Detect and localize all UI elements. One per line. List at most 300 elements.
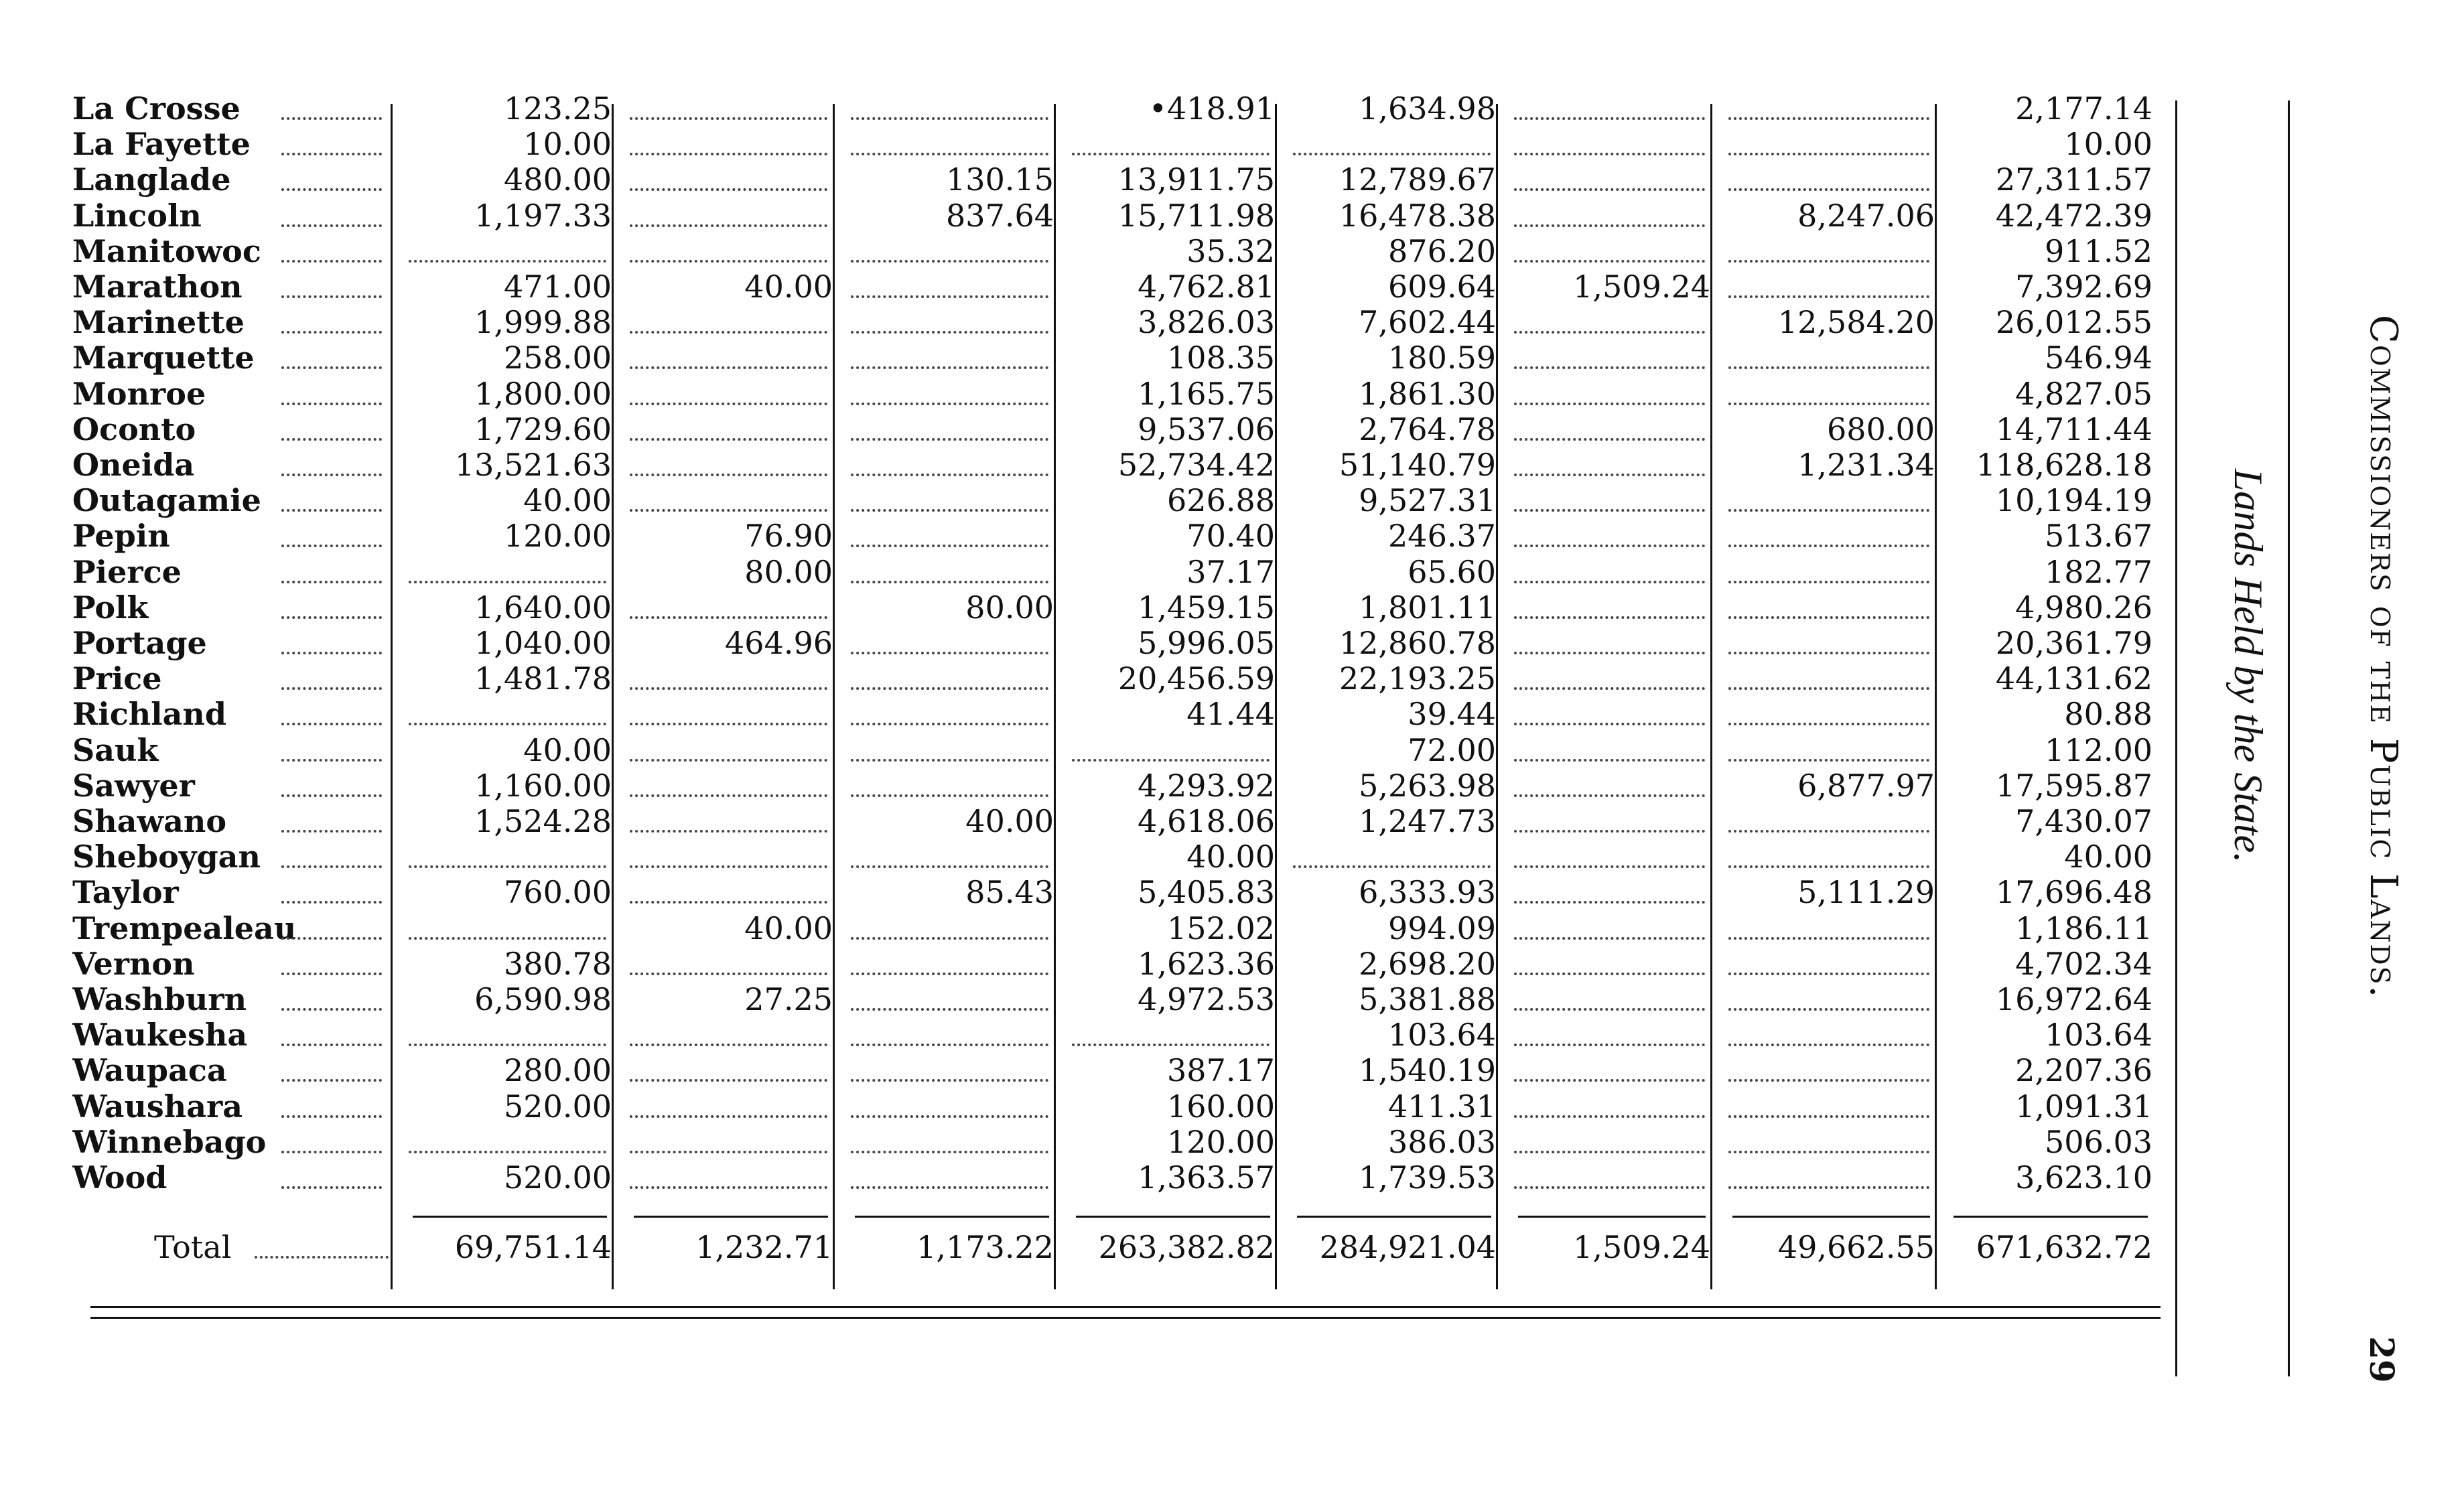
- county-name: Richland: [72, 696, 227, 733]
- table-cell: 10.00: [523, 126, 612, 163]
- table-cell: 1,640.00: [474, 589, 612, 626]
- table-cell: 4,293.92: [1138, 767, 1275, 804]
- name-leader: [281, 153, 382, 155]
- table-cell: 1,729.60: [474, 411, 612, 447]
- total-rule: [634, 1216, 828, 1218]
- table-cell: 1,091.31: [2015, 1088, 2152, 1125]
- name-leader: [281, 438, 382, 441]
- empty-cell-leader: [1514, 260, 1705, 263]
- empty-cell-leader: [1514, 1008, 1705, 1011]
- total-rule: [855, 1216, 1049, 1218]
- table-cell: 280.00: [504, 1052, 612, 1089]
- table-cell: 8,247.06: [1797, 197, 1935, 234]
- table-cell: 387.17: [1167, 1052, 1275, 1089]
- table-cell: 152.02: [1167, 910, 1275, 946]
- county-name: Outagamie: [72, 482, 261, 519]
- column-rule: [1935, 104, 1937, 1289]
- empty-cell-leader: [630, 260, 827, 263]
- total-cell: 284,921.04: [1319, 1229, 1496, 1265]
- table-cell: 506.03: [2045, 1123, 2152, 1160]
- table-cell: 471.00: [504, 269, 612, 305]
- table-cell: 609.64: [1388, 269, 1496, 305]
- table-cell: •418.91: [1148, 90, 1275, 127]
- county-name: Portage: [72, 625, 207, 661]
- table-cell: 7,430.07: [2015, 803, 2152, 839]
- empty-cell-leader: [851, 937, 1048, 940]
- table-cell: 1,861.30: [1359, 375, 1496, 412]
- empty-cell-leader: [1514, 759, 1705, 762]
- empty-cell-leader: [1728, 1115, 1929, 1118]
- table-cell: 51,140.79: [1339, 447, 1496, 483]
- empty-cell-leader: [630, 1151, 827, 1153]
- county-name: Langlade: [72, 161, 231, 198]
- county-name: La Fayette: [72, 126, 251, 163]
- empty-cell-leader: [630, 1079, 827, 1082]
- total-rule: [1297, 1216, 1491, 1218]
- empty-cell-leader: [851, 438, 1048, 441]
- empty-cell-leader: [1728, 581, 1929, 583]
- table-cell: 12,584.20: [1777, 304, 1935, 341]
- name-leader: [281, 759, 382, 762]
- table-cell: 4,827.05: [2015, 375, 2152, 412]
- table-cell: 1,040.00: [474, 625, 612, 661]
- table-cell: 80.00: [965, 589, 1054, 626]
- empty-cell-leader: [1293, 153, 1491, 155]
- name-leader: [281, 509, 382, 512]
- empty-cell-leader: [1514, 545, 1705, 547]
- county-name: Oconto: [72, 411, 196, 447]
- empty-cell-leader: [1514, 474, 1705, 476]
- table-cell: 876.20: [1388, 232, 1496, 269]
- empty-cell-leader: [1072, 153, 1270, 155]
- empty-cell-leader: [851, 260, 1048, 263]
- table-cell: 1,999.88: [474, 304, 612, 341]
- empty-cell-leader: [851, 687, 1048, 690]
- empty-cell-leader: [1728, 652, 1929, 654]
- name-leader: [281, 581, 382, 583]
- column-rule: [833, 104, 835, 1289]
- table-cell: 4,762.81: [1138, 269, 1275, 305]
- total-rule: [1518, 1216, 1706, 1218]
- county-name: Washburn: [72, 981, 247, 1017]
- county-name: Manitowoc: [72, 232, 261, 269]
- running-head: Commissioners of the Public Lands.: [2362, 315, 2405, 999]
- name-leader: [281, 366, 382, 369]
- table-cell: 130.15: [946, 161, 1054, 198]
- county-name: Price: [72, 660, 162, 697]
- empty-cell-leader: [630, 759, 827, 762]
- table-cell: 520.00: [504, 1159, 612, 1196]
- name-leader: [281, 652, 382, 654]
- county-name: Pepin: [72, 518, 170, 555]
- table-cell: 1,363.57: [1138, 1159, 1275, 1196]
- table-cell: 44,131.62: [1995, 660, 2152, 697]
- empty-cell-leader: [1514, 581, 1705, 583]
- table-cell: 180.59: [1388, 340, 1496, 376]
- column-rule: [391, 104, 393, 1289]
- empty-cell-leader: [1514, 153, 1705, 155]
- empty-cell-leader: [409, 865, 606, 868]
- empty-cell-leader: [630, 830, 827, 833]
- empty-cell-leader: [851, 1008, 1048, 1011]
- column-rule: [612, 104, 614, 1289]
- table-cell: 4,980.26: [2015, 589, 2152, 626]
- empty-cell-leader: [409, 723, 606, 725]
- empty-cell-leader: [851, 366, 1048, 369]
- table-cell: 10,194.19: [1995, 482, 2152, 519]
- empty-cell-leader: [1514, 366, 1705, 369]
- table-cell: 40.00: [1186, 839, 1275, 875]
- empty-cell-leader: [630, 224, 827, 227]
- table-cell: 2,207.36: [2015, 1052, 2152, 1089]
- empty-cell-leader: [851, 1115, 1048, 1118]
- empty-cell-leader: [630, 723, 827, 725]
- table-cell: 160.00: [1167, 1088, 1275, 1125]
- empty-cell-leader: [1728, 188, 1929, 191]
- empty-cell-leader: [1514, 794, 1705, 797]
- empty-cell-leader: [1728, 260, 1929, 263]
- table-cell: 1,540.19: [1359, 1052, 1496, 1089]
- total-cell: 671,632.72: [1976, 1229, 2152, 1265]
- table-cell: 40.00: [523, 482, 612, 519]
- county-name: Trempealeau: [72, 910, 297, 946]
- table-cell: 1,524.28: [474, 803, 612, 839]
- empty-cell-leader: [630, 1186, 827, 1189]
- table-cell: 27.25: [744, 981, 833, 1017]
- empty-cell-leader: [409, 937, 606, 940]
- table-cell: 103.64: [1388, 1017, 1496, 1054]
- empty-cell-leader: [851, 794, 1048, 797]
- table-cell: 4,618.06: [1138, 803, 1275, 839]
- column-rule: [1496, 104, 1498, 1289]
- table-cell: 3,826.03: [1138, 304, 1275, 341]
- empty-cell-leader: [1728, 366, 1929, 369]
- empty-cell-leader: [1514, 1079, 1705, 1082]
- empty-cell-leader: [851, 1151, 1048, 1153]
- empty-cell-leader: [1728, 1186, 1929, 1189]
- table-cell: 513.67: [2045, 518, 2152, 555]
- total-label: Total: [154, 1229, 232, 1265]
- name-leader: [281, 687, 382, 690]
- table-cell: 1,459.15: [1138, 589, 1275, 626]
- table-cell: 80.88: [2064, 696, 2152, 733]
- empty-cell-leader: [630, 973, 827, 975]
- empty-cell-leader: [851, 759, 1048, 762]
- name-leader: [281, 973, 382, 975]
- empty-cell-leader: [1514, 723, 1705, 725]
- empty-cell-leader: [1728, 117, 1929, 120]
- table-cell: 5,405.83: [1138, 874, 1275, 911]
- empty-cell-leader: [630, 1115, 827, 1118]
- right-rule-inner: [2175, 100, 2177, 1376]
- name-leader: [281, 224, 382, 227]
- name-leader: [281, 1008, 382, 1011]
- table-cell: 17,696.48: [1995, 874, 2152, 911]
- empty-cell-leader: [630, 901, 827, 904]
- empty-cell-leader: [1514, 438, 1705, 441]
- total-rule: [413, 1216, 607, 1218]
- name-leader: [281, 545, 382, 547]
- table-cell: 42,472.39: [1995, 197, 2152, 234]
- empty-cell-leader: [851, 1079, 1048, 1082]
- empty-cell-leader: [1728, 937, 1929, 940]
- table-cell: 258.00: [504, 340, 612, 376]
- empty-cell-leader: [1514, 687, 1705, 690]
- empty-cell-leader: [630, 474, 827, 476]
- table-cell: 4,972.53: [1138, 981, 1275, 1017]
- name-leader: [281, 331, 382, 334]
- county-name: Polk: [72, 589, 149, 626]
- table-cell: 41.44: [1186, 696, 1275, 733]
- name-leader: [281, 188, 382, 191]
- county-name: Oneida: [72, 447, 195, 483]
- empty-cell-leader: [1514, 652, 1705, 654]
- table-cell: 12,860.78: [1339, 625, 1496, 661]
- county-name: Vernon: [72, 945, 195, 982]
- name-leader: [281, 1186, 382, 1189]
- empty-cell-leader: [1514, 331, 1705, 334]
- county-name: Marquette: [72, 340, 255, 376]
- empty-cell-leader: [1728, 403, 1929, 405]
- empty-cell-leader: [409, 1044, 606, 1046]
- table-cell: 380.78: [504, 945, 612, 982]
- table-cell: 6,590.98: [474, 981, 612, 1017]
- total-cell: 1,173.22: [916, 1229, 1054, 1265]
- total-cell: 49,662.55: [1777, 1229, 1935, 1265]
- table-cell: 13,911.75: [1117, 161, 1275, 198]
- total-rule: [1732, 1216, 1930, 1218]
- table-cell: 85.43: [965, 874, 1054, 911]
- table-cell: 76.90: [744, 518, 833, 555]
- empty-cell-leader: [1728, 1079, 1929, 1082]
- table-cell: 108.35: [1167, 340, 1275, 376]
- empty-cell-leader: [630, 117, 827, 120]
- table-cell: 2,764.78: [1359, 411, 1496, 447]
- table-cell: 27,311.57: [1995, 161, 2152, 198]
- table-cell: 5,381.88: [1359, 981, 1496, 1017]
- table-cell: 26,012.55: [1995, 304, 2152, 341]
- empty-cell-leader: [1728, 295, 1929, 298]
- table-cell: 1,634.98: [1359, 90, 1496, 127]
- empty-cell-leader: [1514, 937, 1705, 940]
- table-cell: 626.88: [1167, 482, 1275, 519]
- table-cell: 22,193.25: [1339, 660, 1496, 697]
- total-cell: 263,382.82: [1098, 1229, 1275, 1265]
- county-name: Waupaca: [72, 1052, 227, 1089]
- name-leader: [281, 474, 382, 476]
- county-name: Waushara: [72, 1088, 243, 1125]
- table-cell: 546.94: [2045, 340, 2152, 376]
- empty-cell-leader: [851, 581, 1048, 583]
- empty-cell-leader: [1728, 1151, 1929, 1153]
- table-cell: 17,595.87: [1995, 767, 2152, 804]
- empty-cell-leader: [851, 865, 1048, 868]
- name-leader: [281, 295, 382, 298]
- county-name: Sauk: [72, 731, 159, 768]
- table-cell: 7,392.69: [2015, 269, 2152, 305]
- table-cell: 9,527.31: [1359, 482, 1496, 519]
- table-cell: 1,801.11: [1359, 589, 1496, 626]
- table-cell: 520.00: [504, 1088, 612, 1125]
- table-cell: 1,623.36: [1138, 945, 1275, 982]
- empty-cell-leader: [1514, 1151, 1705, 1153]
- empty-cell-leader: [630, 438, 827, 441]
- table-cell: 4,702.34: [2015, 945, 2152, 982]
- county-name: Marathon: [72, 269, 243, 305]
- table-cell: 1,247.73: [1359, 803, 1496, 839]
- county-name: Pierce: [72, 553, 182, 590]
- empty-cell-leader: [1514, 901, 1705, 904]
- table-cell: 13,521.63: [454, 447, 612, 483]
- county-name: Taylor: [72, 874, 179, 911]
- empty-cell-leader: [630, 865, 827, 868]
- table-cell: 246.37: [1388, 518, 1496, 555]
- table-cell: 12,789.67: [1339, 161, 1496, 198]
- empty-cell-leader: [851, 723, 1048, 725]
- table-cell: 680.00: [1827, 411, 1935, 447]
- empty-cell-leader: [1728, 616, 1929, 619]
- table-cell: 40.00: [965, 803, 1054, 839]
- empty-cell-leader: [1514, 830, 1705, 833]
- empty-cell-leader: [630, 153, 827, 155]
- table-cell: 120.00: [504, 518, 612, 555]
- empty-cell-leader: [1514, 509, 1705, 512]
- table-cell: 1,160.00: [474, 767, 612, 804]
- section-title: Lands Held by the State.: [2226, 469, 2270, 863]
- table-cell: 760.00: [504, 874, 612, 911]
- empty-cell-leader: [630, 794, 827, 797]
- total-cell: 69,751.14: [454, 1229, 612, 1265]
- empty-cell-leader: [1514, 117, 1705, 120]
- table-cell: 72.00: [1408, 731, 1496, 768]
- table-cell: 120.00: [1167, 1123, 1275, 1160]
- table-cell: 6,877.97: [1797, 767, 1935, 804]
- name-leader: [281, 865, 382, 868]
- empty-cell-leader: [1514, 973, 1705, 975]
- table-cell: 1,165.75: [1138, 375, 1275, 412]
- table-cell: 2,698.20: [1359, 945, 1496, 982]
- name-leader: [281, 1079, 382, 1082]
- name-leader: [281, 937, 382, 940]
- table-cell: 35.32: [1186, 232, 1275, 269]
- empty-cell-leader: [630, 1044, 827, 1046]
- county-name: La Crosse: [72, 90, 241, 127]
- table-cell: 5,996.05: [1138, 625, 1275, 661]
- empty-cell-leader: [1514, 1186, 1705, 1189]
- empty-cell-leader: [851, 973, 1048, 975]
- empty-cell-leader: [1072, 1044, 1270, 1046]
- right-rule-outer: [2288, 100, 2290, 1376]
- empty-cell-leader: [630, 687, 827, 690]
- table-cell: 1,800.00: [474, 375, 612, 412]
- table-cell: 39.44: [1408, 696, 1496, 733]
- table-cell: 464.96: [725, 625, 833, 661]
- empty-cell-leader: [1514, 1115, 1705, 1118]
- empty-cell-leader: [1728, 759, 1929, 762]
- name-leader: [281, 1151, 382, 1153]
- table-cell: 6,333.93: [1359, 874, 1496, 911]
- empty-cell-leader: [1728, 973, 1929, 975]
- table-cell: 3,623.10: [2015, 1159, 2152, 1196]
- empty-cell-leader: [851, 295, 1048, 298]
- table-cell: 386.03: [1388, 1123, 1496, 1160]
- empty-cell-leader: [1514, 616, 1705, 619]
- total-cell: 1,232.71: [695, 1229, 833, 1265]
- empty-cell-leader: [1514, 188, 1705, 191]
- table-cell: 1,186.11: [2015, 910, 2152, 946]
- empty-cell-leader: [851, 1186, 1048, 1189]
- table-cell: 5,263.98: [1359, 767, 1496, 804]
- empty-cell-leader: [1072, 759, 1270, 762]
- name-leader: [281, 403, 382, 405]
- table-cell: 37.17: [1186, 553, 1275, 590]
- empty-cell-leader: [409, 1151, 606, 1153]
- total-rule: [1076, 1216, 1270, 1218]
- empty-cell-leader: [1514, 224, 1705, 227]
- empty-cell-leader: [630, 366, 827, 369]
- empty-cell-leader: [1728, 545, 1929, 547]
- table-cell: 123.25: [504, 90, 612, 127]
- empty-cell-leader: [851, 652, 1048, 654]
- empty-cell-leader: [1728, 1044, 1929, 1046]
- county-name: Waukesha: [72, 1017, 248, 1054]
- name-leader: [281, 830, 382, 833]
- page-number: 29: [2362, 1336, 2402, 1383]
- empty-cell-leader: [1728, 865, 1929, 868]
- table-cell: 80.00: [744, 553, 833, 590]
- county-name: Winnebago: [72, 1123, 267, 1160]
- table-cell: 7,602.44: [1359, 304, 1496, 341]
- table-cell: 52,734.42: [1117, 447, 1275, 483]
- empty-cell-leader: [409, 260, 606, 263]
- table-cell: 411.31: [1388, 1088, 1496, 1125]
- table-cell: 9,537.06: [1138, 411, 1275, 447]
- table-cell: 480.00: [504, 161, 612, 198]
- table-cell: 2,177.14: [2015, 90, 2152, 127]
- table-cell: 1,197.33: [474, 197, 612, 234]
- table-cell: 994.09: [1388, 910, 1496, 946]
- table-cell: 118,628.18: [1976, 447, 2152, 483]
- empty-cell-leader: [630, 403, 827, 405]
- empty-cell-leader: [851, 545, 1048, 547]
- county-name: Monroe: [72, 375, 206, 412]
- empty-cell-leader: [851, 331, 1048, 334]
- name-leader: [281, 723, 382, 725]
- table-cell: 10.00: [2064, 126, 2152, 163]
- empty-cell-leader: [630, 509, 827, 512]
- empty-cell-leader: [851, 153, 1048, 155]
- column-rule: [1710, 104, 1712, 1289]
- empty-cell-leader: [1728, 1008, 1929, 1011]
- empty-cell-leader: [851, 1044, 1048, 1046]
- table-cell: 837.64: [946, 197, 1054, 234]
- empty-cell-leader: [630, 616, 827, 619]
- table-cell: 14,711.44: [1995, 411, 2152, 447]
- empty-cell-leader: [851, 117, 1048, 120]
- table-cell: 1,231.34: [1797, 447, 1935, 483]
- table-cell: 16,972.64: [1995, 981, 2152, 1017]
- name-leader: [281, 794, 382, 797]
- county-name: Marinette: [72, 304, 245, 341]
- empty-cell-leader: [1514, 1044, 1705, 1046]
- bottom-double-rule: [90, 1317, 2161, 1319]
- table-cell: 40.00: [744, 269, 833, 305]
- empty-cell-leader: [851, 474, 1048, 476]
- bottom-double-rule: [90, 1306, 2161, 1308]
- name-leader: [281, 616, 382, 619]
- empty-cell-leader: [1514, 865, 1705, 868]
- table-cell: 70.40: [1186, 518, 1275, 555]
